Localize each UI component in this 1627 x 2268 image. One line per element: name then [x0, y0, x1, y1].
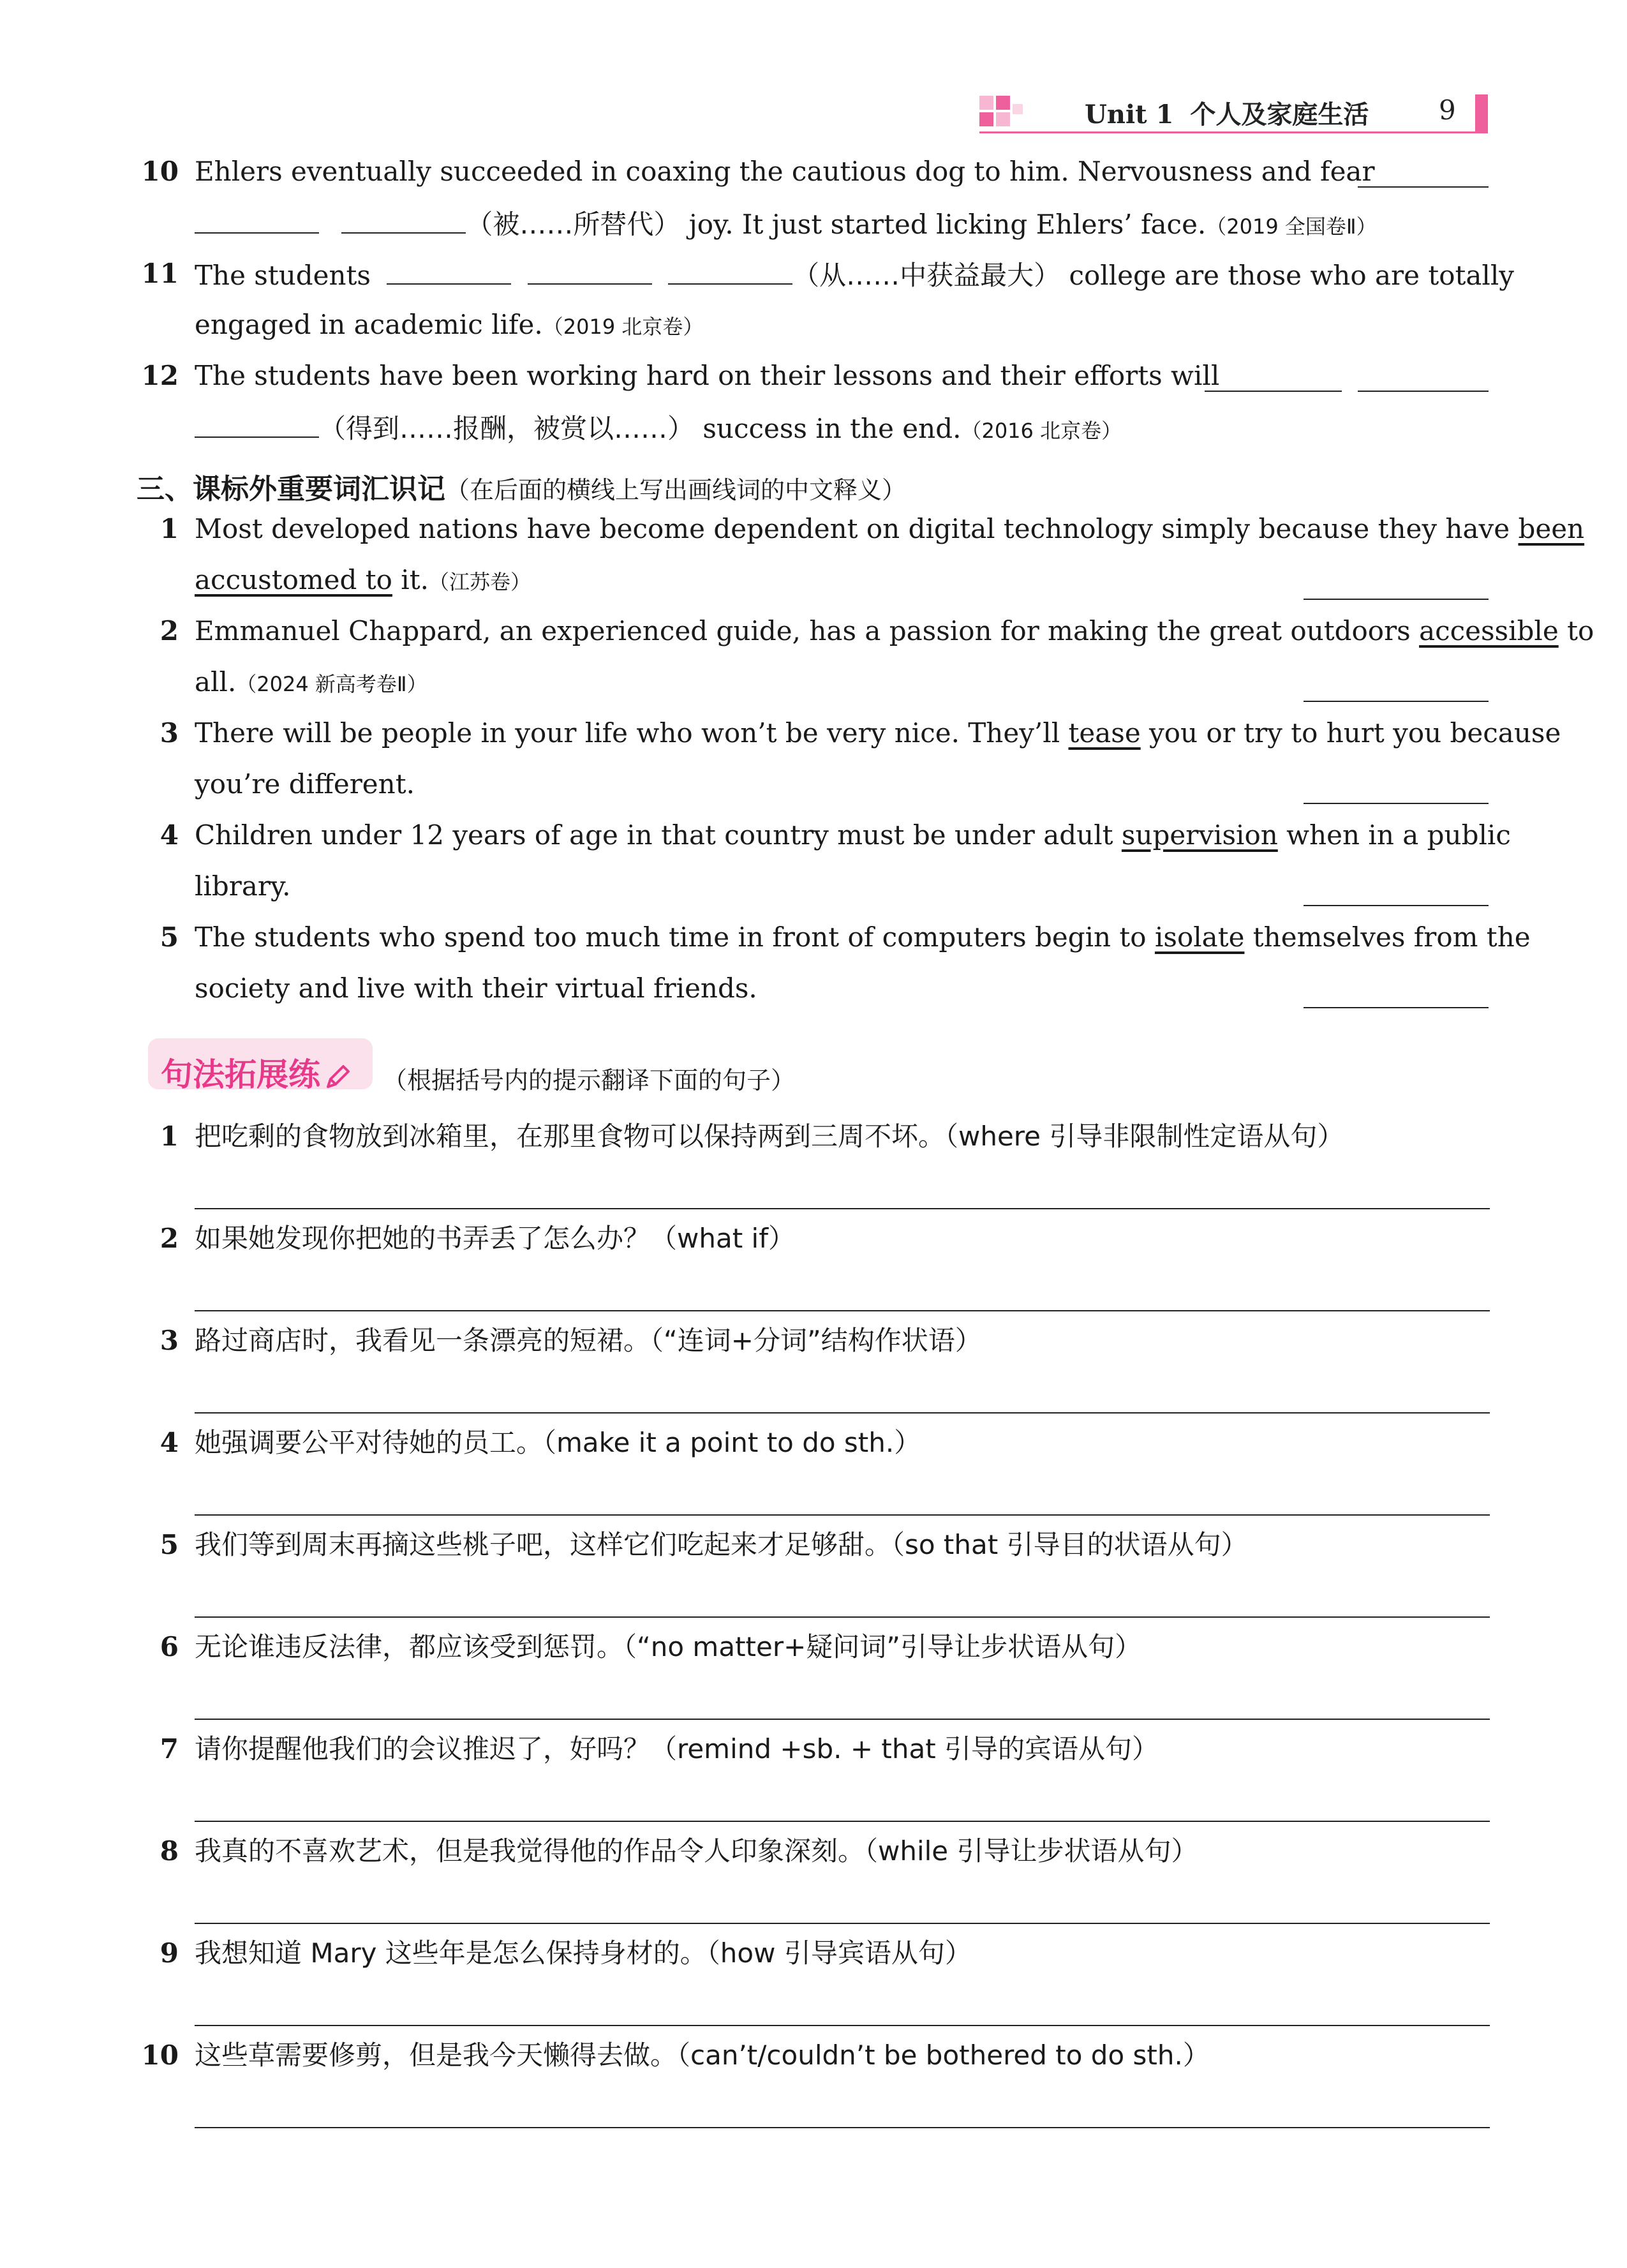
page-number: 9 — [1439, 94, 1456, 126]
item-number: 7 — [160, 1733, 179, 1764]
item-number: 4 — [160, 1427, 179, 1458]
pencil-icon — [323, 1063, 352, 1092]
item-number: 3 — [160, 717, 179, 749]
section-title — [137, 466, 906, 507]
answer-line[interactable] — [1304, 701, 1489, 702]
item-text: The students who spend too much time in front of computers begin to — [195, 921, 1155, 953]
item-number: 2 — [160, 615, 179, 646]
answer-blank[interactable] — [668, 260, 792, 285]
item-text-after: college are those who are totally — [1069, 260, 1514, 291]
item-line — [195, 513, 1585, 544]
item-text: all. — [195, 666, 237, 698]
translate-prompt: 如果她发现你把她的书弄丢了怎么办？（what if） — [195, 1223, 795, 1254]
item-number: 12 — [141, 360, 179, 391]
hint: （被……所替代） — [466, 209, 681, 240]
source-note: （2019 全国卷Ⅱ） — [1206, 214, 1377, 239]
section-title-text: 三、课标外重要词汇识记 — [137, 473, 445, 505]
item-line — [195, 819, 1511, 851]
answer-blank[interactable] — [528, 260, 652, 285]
underlined-word: tease — [1068, 717, 1141, 749]
header-accent-bar — [1475, 94, 1488, 133]
item-line — [195, 209, 1377, 238]
section-badge-label — [161, 1049, 352, 1095]
item-text-after: success in the end. — [702, 413, 962, 444]
underlined-word: accessible — [1419, 615, 1559, 646]
item-line — [195, 717, 1561, 749]
item-number: 1 — [160, 513, 179, 544]
writing-line[interactable] — [195, 1310, 1490, 1311]
item-number: 2 — [160, 1223, 179, 1254]
unit-label: Unit 1 — [1085, 100, 1174, 130]
translate-prompt: 我想知道 Mary 这些年是怎么保持身材的。（how 引导宾语从句） — [195, 1937, 972, 1969]
item-text: when in a public — [1277, 819, 1511, 851]
item-number: 3 — [160, 1325, 179, 1356]
translate-prompt: 路过商店时，我看见一条漂亮的短裙。（“连词+分词”结构作状语） — [195, 1325, 982, 1356]
writing-line[interactable] — [195, 1719, 1490, 1720]
item-text: you or try to hurt you because — [1140, 717, 1561, 749]
item-text: themselves from the — [1244, 921, 1531, 953]
item-text: you’re different. — [195, 768, 415, 800]
item-text: Children under 12 years of age in that country must be under adult — [195, 819, 1122, 851]
hint: （得到……报酬，被赏以……） — [319, 413, 695, 444]
writing-line[interactable] — [195, 1616, 1490, 1618]
item-number: 1 — [160, 1121, 179, 1152]
item-text: There will be people in your life who won’t be very nice. They’ll — [195, 717, 1069, 749]
hint: （从……中获益最大） — [792, 260, 1061, 291]
writing-line[interactable] — [195, 1514, 1490, 1516]
item-number: 9 — [160, 1937, 179, 1969]
underlined-word: accustomed to — [195, 564, 392, 595]
item-text: The students — [195, 260, 371, 291]
item-text: it. — [392, 564, 429, 595]
item-text-after: joy. It just started licking Ehlers’ face. — [688, 209, 1207, 240]
translate-prompt: 把吃剩的食物放到冰箱里，在那里食物可以保持两到三周不坏。（where 引导非限制性定语从句） — [195, 1121, 1344, 1152]
translate-prompt: 我真的不喜欢艺术，但是我觉得他的作品令人印象深刻。（while 引导让步状语从句） — [195, 1835, 1198, 1867]
writing-line[interactable] — [195, 1208, 1490, 1209]
answer-blank[interactable] — [341, 209, 466, 234]
answer-line[interactable] — [1304, 803, 1489, 804]
item-number: 4 — [160, 819, 179, 851]
answer-line[interactable] — [1304, 905, 1489, 906]
unit-title — [1085, 94, 1369, 131]
answer-blank[interactable] — [387, 260, 511, 285]
item-text: Ehlers eventually succeeded in coaxing the cautious dog to him. Nervousness and fear — [195, 156, 1375, 187]
item-line — [195, 260, 1514, 289]
item-line — [195, 311, 703, 338]
answer-blank[interactable] — [1358, 368, 1489, 392]
item-line — [195, 615, 1594, 646]
badge-text: 句法拓展练 — [161, 1056, 320, 1093]
writing-line[interactable] — [195, 1821, 1490, 1822]
answer-blank[interactable] — [195, 414, 319, 438]
header-decor-squares — [979, 96, 1025, 130]
translate-prompt: 她强调要公平对待她的员工。（make it a point to do sth.） — [195, 1427, 921, 1458]
writing-line[interactable] — [195, 1923, 1490, 1924]
translate-prompt: 这些草需要修剪，但是我今天懒得去做。（can’t/couldn’t be bothered to do sth.） — [195, 2040, 1210, 2071]
item-number: 5 — [160, 921, 179, 953]
section-note: （根据括号内的提示翻译下面的句子） — [383, 1066, 796, 1094]
item-text: The students have been working hard on their lessons and their efforts will — [195, 360, 1220, 391]
translate-prompt: 无论谁违反法律，都应该受到惩罚。（“no matter+疑问词”引导让步状语从句） — [195, 1631, 1142, 1662]
writing-line[interactable] — [195, 2127, 1490, 2128]
answer-blank[interactable] — [1205, 368, 1342, 392]
writing-line[interactable] — [195, 1412, 1490, 1414]
underlined-word: been — [1518, 513, 1585, 544]
header-rule — [979, 131, 1488, 133]
underlined-word: supervision — [1121, 819, 1278, 851]
unit-topic: 个人及家庭生活 — [1190, 100, 1369, 130]
answer-line[interactable] — [1304, 599, 1489, 600]
item-line — [195, 414, 1122, 442]
item-number: 5 — [160, 1529, 179, 1560]
source-note: （2016 北京卷） — [961, 419, 1122, 443]
writing-line[interactable] — [195, 2025, 1490, 2026]
item-text: library. — [195, 870, 291, 902]
answer-blank[interactable] — [1358, 163, 1489, 188]
source-note: （江苏卷） — [428, 570, 531, 594]
answer-line[interactable] — [1304, 1007, 1489, 1008]
translate-prompt: 我们等到周末再摘这些桃子吧，这样它们吃起来才足够甜。（so that 引导目的状语从句） — [195, 1529, 1248, 1560]
item-text: to — [1558, 615, 1594, 646]
item-line — [195, 666, 427, 698]
source-note: （2024 新高考卷Ⅱ） — [236, 672, 427, 696]
answer-blank[interactable] — [195, 209, 319, 234]
item-text: Emmanuel Chappard, an experienced guide, has a passion for making the great outdoors — [195, 615, 1420, 646]
section-note: （在后面的横线上写出画线词的中文释义） — [445, 476, 907, 504]
translate-prompt: 请你提醒他我们的会议推迟了，好吗？（remind +sb. + that 引导的宾语从句） — [195, 1733, 1159, 1764]
item-number: 6 — [160, 1631, 179, 1662]
item-number: 10 — [141, 2040, 179, 2071]
item-number: 11 — [141, 258, 179, 289]
item-line — [195, 564, 531, 595]
item-text: society and live with their virtual friends. — [195, 973, 757, 1004]
source-note: （2019 北京卷） — [542, 315, 704, 339]
item-line — [195, 921, 1531, 953]
item-text: engaged in academic life. — [195, 309, 543, 340]
item-text: Most developed nations have become dependent on digital technology simply because they have — [195, 513, 1519, 544]
item-number: 8 — [160, 1835, 179, 1867]
underlined-word: isolate — [1154, 921, 1245, 953]
item-number: 10 — [141, 156, 179, 187]
